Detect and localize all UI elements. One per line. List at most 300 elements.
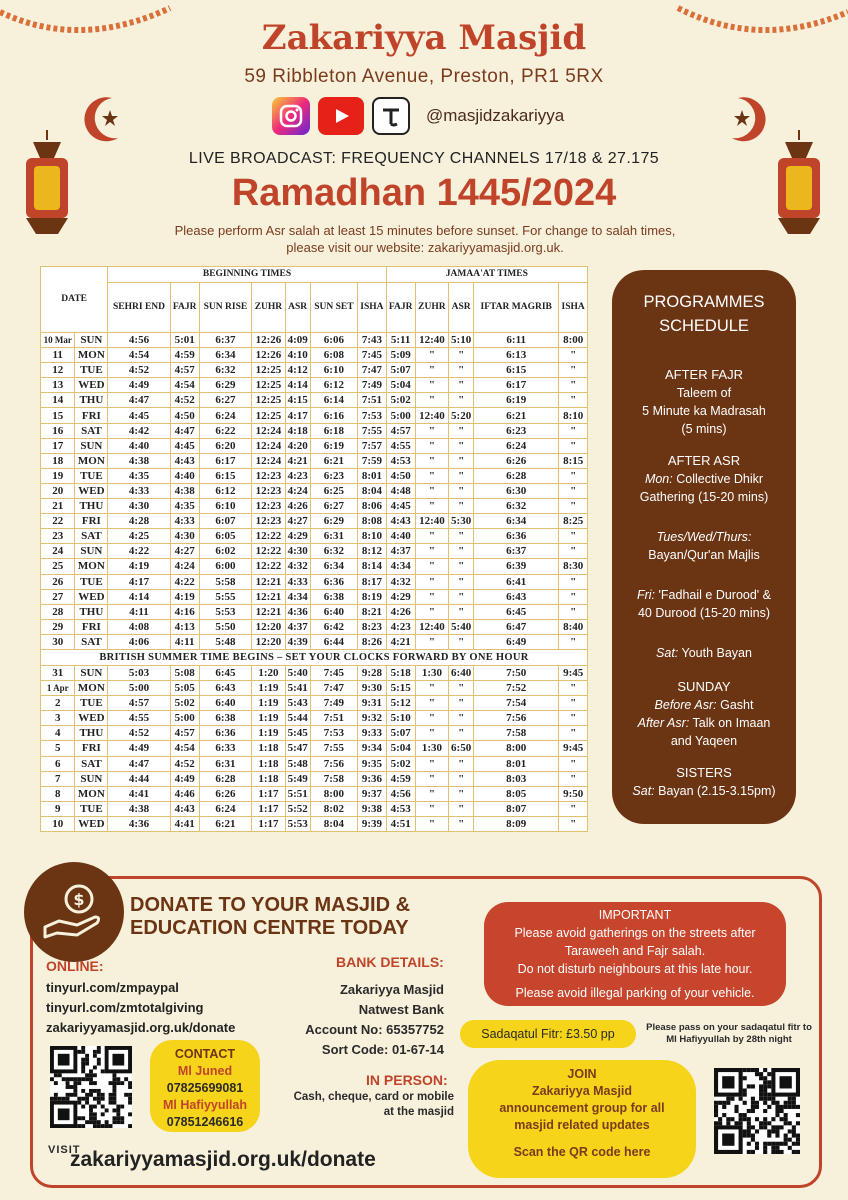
- day-cell: THU: [75, 604, 108, 619]
- date-cell: 28: [41, 604, 75, 619]
- time-cell: 7:51: [358, 393, 387, 408]
- time-cell: 4:33: [108, 483, 170, 498]
- time-cell: 12:21: [252, 604, 286, 619]
- date-cell: 18: [41, 453, 75, 468]
- time-cell: 8:14: [358, 559, 387, 574]
- time-cell: 4:42: [108, 423, 170, 438]
- time-cell: 4:52: [108, 726, 170, 741]
- time-cell: 7:49: [358, 378, 387, 393]
- time-cell: 4:43: [170, 453, 199, 468]
- time-cell: 4:24: [285, 483, 310, 498]
- time-cell: 4:12: [285, 363, 310, 378]
- visit-url[interactable]: zakariyyamasjid.org.uk/donate: [70, 1148, 376, 1171]
- table-row: [41, 756, 588, 771]
- date-cell: 23: [41, 529, 75, 544]
- time-cell: 4:26: [285, 499, 310, 514]
- date-cell: 3: [41, 711, 75, 726]
- time-cell: 4:53: [386, 801, 415, 816]
- day-cell: TUE: [75, 574, 108, 589]
- time-cell: 5:03: [108, 665, 170, 680]
- time-cell: 8:03: [474, 771, 559, 786]
- column-header: SUN RISE: [199, 283, 251, 333]
- fri-block: Fri: 'Fadhail e Durood' & 40 Durood (15-20 mins): [636, 588, 772, 620]
- time-cell: ": [415, 696, 449, 711]
- time-cell: 4:45: [108, 408, 170, 423]
- totalgiving-link[interactable]: tinyurl.com/zmtotalgiving: [46, 1000, 204, 1015]
- time-cell: 8:04: [310, 816, 358, 831]
- time-cell: 6:28: [199, 771, 251, 786]
- time-cell: 5:04: [386, 378, 415, 393]
- date-cell: 26: [41, 574, 75, 589]
- time-cell: ": [559, 378, 588, 393]
- time-cell: ": [559, 574, 588, 589]
- day-cell: MON: [75, 786, 108, 801]
- time-cell: 5:15: [386, 681, 415, 696]
- time-cell: 12:22: [252, 544, 286, 559]
- time-cell: 4:56: [108, 333, 170, 348]
- time-cell: 4:40: [386, 529, 415, 544]
- inperson-label: IN PERSON:: [366, 1072, 448, 1088]
- time-cell: ": [415, 589, 449, 604]
- date-cell: 13: [41, 378, 75, 393]
- time-cell: 8:26: [358, 634, 387, 649]
- time-cell: ": [559, 771, 588, 786]
- time-cell: 4:21: [285, 453, 310, 468]
- time-cell: 1:17: [252, 801, 286, 816]
- time-cell: 12:22: [252, 529, 286, 544]
- table-row: [41, 559, 588, 574]
- day-cell: SAT: [75, 634, 108, 649]
- time-cell: 4:47: [108, 756, 170, 771]
- date-header: DATE: [41, 267, 108, 333]
- time-cell: 4:59: [386, 771, 415, 786]
- time-cell: ": [415, 499, 449, 514]
- time-cell: 4:39: [285, 634, 310, 649]
- social-handle[interactable]: @masjidzakariyya: [426, 106, 565, 125]
- time-cell: ": [559, 438, 588, 453]
- day-cell: SUN: [75, 438, 108, 453]
- time-cell: 5:12: [386, 696, 415, 711]
- contact-phone-2[interactable]: 07851246616: [166, 1115, 244, 1129]
- contact-box: CONTACT Ml Juned 07825699081 Ml Hafiyyullah 07851246616: [150, 1040, 260, 1132]
- time-cell: 9:45: [559, 665, 588, 680]
- time-cell: 12:40: [415, 408, 449, 423]
- time-cell: ": [415, 348, 449, 363]
- donate-hand-icon: [24, 862, 124, 962]
- time-cell: 5:41: [285, 681, 310, 696]
- date-cell: 24: [41, 544, 75, 559]
- after-fajr-block: AFTER FAJR Taleem of 5 Minute ka Madrasah (5 mins): [642, 367, 766, 436]
- time-cell: 8:09: [474, 816, 559, 831]
- time-cell: 4:35: [170, 499, 199, 514]
- time-cell: 6:43: [199, 681, 251, 696]
- time-cell: 4:22: [170, 574, 199, 589]
- jamaat-times-header: JAMAA'AT TIMES: [386, 267, 587, 283]
- time-cell: 4:30: [285, 544, 310, 559]
- time-cell: 1:30: [415, 665, 449, 680]
- qr-code-icon[interactable]: [714, 1068, 800, 1154]
- time-cell: 6:29: [199, 378, 251, 393]
- date-cell: 1 Apr: [41, 681, 75, 696]
- time-cell: 6:11: [474, 333, 559, 348]
- time-cell: 6:25: [310, 483, 358, 498]
- date-cell: 12: [41, 363, 75, 378]
- time-cell: 5:05: [170, 681, 199, 696]
- time-cell: ": [559, 499, 588, 514]
- time-cell: 8:25: [559, 514, 588, 529]
- time-cell: 4:47: [170, 423, 199, 438]
- time-cell: 12:23: [252, 468, 286, 483]
- time-cell: ": [415, 453, 449, 468]
- time-cell: 4:55: [108, 711, 170, 726]
- table-row: [41, 604, 588, 619]
- time-cell: 6:30: [474, 483, 559, 498]
- time-cell: ": [559, 756, 588, 771]
- time-cell: 4:48: [386, 483, 415, 498]
- time-cell: 12:26: [252, 348, 286, 363]
- time-cell: 9:31: [358, 696, 387, 711]
- time-cell: 5:51: [285, 786, 310, 801]
- column-header: ZUHR: [415, 283, 449, 333]
- time-cell: ": [449, 634, 474, 649]
- date-cell: 16: [41, 423, 75, 438]
- date-cell: 9: [41, 801, 75, 816]
- bank-details: Zakariyya Masjid Natwest Bank Account No: 65357752 Sort Code: 01-67-14: [305, 982, 444, 1057]
- day-cell: TUE: [75, 801, 108, 816]
- time-cell: 8:02: [310, 801, 358, 816]
- date-cell: 10: [41, 816, 75, 831]
- time-cell: 8:08: [358, 514, 387, 529]
- table-row: [41, 726, 588, 741]
- time-cell: 5:07: [386, 363, 415, 378]
- time-cell: 6:12: [310, 378, 358, 393]
- time-cell: ": [449, 711, 474, 726]
- time-cell: 6:29: [310, 514, 358, 529]
- time-cell: 7:45: [310, 665, 358, 680]
- time-cell: 9:45: [559, 741, 588, 756]
- time-cell: 4:54: [108, 348, 170, 363]
- time-cell: ": [559, 363, 588, 378]
- time-cell: ": [449, 363, 474, 378]
- table-row: [41, 681, 588, 696]
- date-cell: 4: [41, 726, 75, 741]
- time-cell: 4:19: [170, 589, 199, 604]
- moon-star-icon: [722, 92, 772, 146]
- time-cell: 7:53: [358, 408, 387, 423]
- time-cell: 5:30: [449, 514, 474, 529]
- time-cell: 6:10: [310, 363, 358, 378]
- time-cell: 6:26: [474, 453, 559, 468]
- time-cell: 4:16: [170, 604, 199, 619]
- qr-code-icon[interactable]: [50, 1046, 132, 1128]
- time-cell: ": [559, 393, 588, 408]
- table-row: [41, 348, 588, 363]
- day-cell: TUE: [75, 468, 108, 483]
- date-cell: 8: [41, 786, 75, 801]
- time-cell: 4:32: [285, 559, 310, 574]
- date-cell: 21: [41, 499, 75, 514]
- time-cell: 6:24: [199, 408, 251, 423]
- time-cell: ": [449, 348, 474, 363]
- day-cell: WED: [75, 816, 108, 831]
- time-cell: 6:45: [474, 604, 559, 619]
- time-cell: 9:50: [559, 786, 588, 801]
- time-cell: 8:06: [358, 499, 387, 514]
- time-cell: ": [559, 529, 588, 544]
- time-cell: 4:28: [108, 514, 170, 529]
- time-cell: 8:10: [358, 529, 387, 544]
- sat-block: Sat: Youth Bayan: [656, 646, 752, 660]
- time-cell: 8:01: [474, 756, 559, 771]
- time-cell: 4:40: [108, 438, 170, 453]
- table-row: [41, 514, 588, 529]
- day-cell: THU: [75, 393, 108, 408]
- time-cell: ": [559, 681, 588, 696]
- time-cell: 6:08: [310, 348, 358, 363]
- live-broadcast: LIVE BROADCAST: FREQUENCY CHANNELS 17/18 & 27.175: [188, 150, 660, 167]
- time-cell: 6:34: [310, 559, 358, 574]
- time-cell: 6:12: [199, 483, 251, 498]
- time-cell: 4:44: [108, 771, 170, 786]
- time-cell: 6:24: [474, 438, 559, 453]
- day-cell: THU: [75, 726, 108, 741]
- instagram-icon[interactable]: [272, 97, 310, 135]
- column-header: ASR: [285, 283, 310, 333]
- time-cell: 6:13: [474, 348, 559, 363]
- time-cell: 8:07: [474, 801, 559, 816]
- table-row: [41, 499, 588, 514]
- time-cell: ": [449, 771, 474, 786]
- time-cell: ": [449, 756, 474, 771]
- time-cell: 5:09: [386, 348, 415, 363]
- time-cell: ": [449, 816, 474, 831]
- time-cell: 9:39: [358, 816, 387, 831]
- time-cell: ": [415, 378, 449, 393]
- join-group-box: JOIN Zakariyya Masjid announcement group for all masjid related updates Scan the QR code here: [468, 1060, 696, 1178]
- time-cell: 1:18: [252, 771, 286, 786]
- time-cell: ": [559, 483, 588, 498]
- time-cell: 7:58: [474, 726, 559, 741]
- table-row: [41, 771, 588, 786]
- time-cell: 9:32: [358, 711, 387, 726]
- time-cell: 7:54: [474, 696, 559, 711]
- time-cell: 12:25: [252, 393, 286, 408]
- table-row: [41, 363, 588, 378]
- time-cell: ": [559, 348, 588, 363]
- time-cell: 8:21: [358, 604, 387, 619]
- time-cell: 4:38: [108, 801, 170, 816]
- time-cell: 4:10: [285, 348, 310, 363]
- table-row: [41, 696, 588, 711]
- time-cell: 7:59: [358, 453, 387, 468]
- moon-star-icon: [78, 92, 128, 146]
- beginning-times-header: BEGINNING TIMES: [108, 267, 386, 283]
- column-header: FAJR: [386, 283, 415, 333]
- day-cell: TUE: [75, 363, 108, 378]
- time-cell: 4:53: [386, 453, 415, 468]
- time-cell: 5:00: [170, 711, 199, 726]
- time-cell: 6:20: [199, 438, 251, 453]
- time-cell: 5:07: [386, 726, 415, 741]
- masjid-address: 59 Ribbleton Avenue, Preston, PR1 5RX: [244, 66, 604, 87]
- time-cell: 6:02: [199, 544, 251, 559]
- time-cell: 6:24: [199, 801, 251, 816]
- time-cell: 6:28: [474, 468, 559, 483]
- day-cell: THU: [75, 499, 108, 514]
- time-cell: 4:41: [108, 786, 170, 801]
- time-cell: 4:55: [386, 438, 415, 453]
- table-row: [41, 529, 588, 544]
- time-cell: 8:10: [559, 408, 588, 423]
- time-cell: ": [415, 604, 449, 619]
- masjid-name: Zakariyya Masjid: [261, 18, 587, 58]
- time-cell: 4:19: [108, 559, 170, 574]
- time-cell: 4:52: [170, 393, 199, 408]
- day-cell: SAT: [75, 423, 108, 438]
- time-cell: 6:23: [310, 468, 358, 483]
- time-cell: 6:45: [199, 665, 251, 680]
- time-cell: 4:37: [285, 619, 310, 634]
- time-cell: ": [449, 696, 474, 711]
- column-header: ASR: [449, 283, 474, 333]
- table-row: [41, 589, 588, 604]
- time-cell: 5:40: [449, 619, 474, 634]
- date-cell: 19: [41, 468, 75, 483]
- time-cell: 4:57: [170, 363, 199, 378]
- time-cell: 5:53: [199, 604, 251, 619]
- date-cell: 5: [41, 741, 75, 756]
- time-cell: 7:47: [358, 363, 387, 378]
- time-cell: 6:36: [310, 574, 358, 589]
- day-cell: FRI: [75, 741, 108, 756]
- time-cell: ": [559, 423, 588, 438]
- time-cell: 6:06: [310, 333, 358, 348]
- time-cell: 6:05: [199, 529, 251, 544]
- time-cell: ": [449, 574, 474, 589]
- time-cell: 4:45: [170, 438, 199, 453]
- time-cell: 4:40: [170, 468, 199, 483]
- time-cell: 6:19: [310, 438, 358, 453]
- time-cell: ": [559, 468, 588, 483]
- time-cell: 6:49: [474, 634, 559, 649]
- column-header: FAJR: [170, 283, 199, 333]
- time-cell: ": [415, 363, 449, 378]
- time-cell: 6:39: [474, 559, 559, 574]
- time-cell: 5:08: [170, 665, 199, 680]
- contact-phone-1[interactable]: 07825699081: [166, 1081, 244, 1095]
- date-cell: 11: [41, 348, 75, 363]
- programmes-schedule: [612, 270, 796, 824]
- time-cell: 4:25: [108, 529, 170, 544]
- time-cell: 5:11: [386, 333, 415, 348]
- time-cell: 1:18: [252, 741, 286, 756]
- important-box: IMPORTANT Please avoid gatherings on the streets after Taraweeh and Fajr salah. Do not disturb neighbours at this late hour. Please avoid illegal parking of your vehicle.: [484, 902, 786, 1006]
- time-cell: 4:54: [170, 378, 199, 393]
- time-cell: 4:32: [386, 574, 415, 589]
- time-cell: ": [449, 468, 474, 483]
- twitter-icon[interactable]: [372, 97, 410, 135]
- time-cell: ": [415, 544, 449, 559]
- time-cell: 8:17: [358, 574, 387, 589]
- day-cell: WED: [75, 589, 108, 604]
- time-cell: 5:40: [285, 665, 310, 680]
- time-cell: 5:02: [170, 696, 199, 711]
- time-cell: 4:52: [108, 363, 170, 378]
- time-cell: ": [415, 771, 449, 786]
- time-cell: 4:11: [108, 604, 170, 619]
- time-cell: 4:47: [108, 393, 170, 408]
- salah-timetable: [40, 266, 588, 832]
- time-cell: 8:12: [358, 544, 387, 559]
- time-cell: ": [449, 604, 474, 619]
- time-cell: 4:29: [285, 529, 310, 544]
- time-cell: 4:43: [386, 514, 415, 529]
- time-cell: 7:55: [358, 423, 387, 438]
- time-cell: ": [449, 726, 474, 741]
- bank-label: BANK DETAILS:: [336, 954, 444, 970]
- time-cell: 5:02: [386, 393, 415, 408]
- time-cell: 4:30: [170, 529, 199, 544]
- time-cell: 6:31: [199, 756, 251, 771]
- time-cell: 5:52: [285, 801, 310, 816]
- donate-link[interactable]: zakariyyamasjid.org.uk/donate: [46, 1020, 236, 1035]
- time-cell: ": [415, 634, 449, 649]
- time-cell: 7:51: [310, 711, 358, 726]
- time-cell: 6:10: [199, 499, 251, 514]
- day-cell: FRI: [75, 514, 108, 529]
- time-cell: 6:26: [199, 786, 251, 801]
- donate-title: DONATE TO YOUR MASJID & EDUCATION CENTRE TODAY: [130, 894, 411, 939]
- day-cell: FRI: [75, 408, 108, 423]
- time-cell: 4:14: [285, 378, 310, 393]
- time-cell: 5:47: [285, 741, 310, 756]
- svg-text:$: $: [73, 890, 85, 909]
- time-cell: 5:00: [108, 681, 170, 696]
- date-cell: 14: [41, 393, 75, 408]
- time-cell: 12:40: [415, 619, 449, 634]
- time-cell: ": [415, 483, 449, 498]
- time-cell: ": [415, 801, 449, 816]
- time-cell: 6:38: [310, 589, 358, 604]
- table-row: [41, 741, 588, 756]
- day-cell: SAT: [75, 529, 108, 544]
- time-cell: 6:36: [199, 726, 251, 741]
- time-cell: 6:27: [310, 499, 358, 514]
- date-cell: 2: [41, 696, 75, 711]
- sadaqatul-fitr: Sadaqatul Fitr: £3.50 pp: [460, 1020, 636, 1048]
- time-cell: 5:48: [285, 756, 310, 771]
- time-cell: 4:50: [386, 468, 415, 483]
- time-cell: 4:50: [170, 408, 199, 423]
- sunday-block: SUNDAY Before Asr: Gasht After Asr: Talk on Imaan and Yaqeen: [637, 679, 771, 748]
- time-cell: 5:10: [386, 711, 415, 726]
- time-cell: ": [559, 711, 588, 726]
- time-cell: 6:15: [199, 468, 251, 483]
- time-cell: 5:10: [449, 333, 474, 348]
- youtube-icon[interactable]: [318, 97, 364, 135]
- paypal-link[interactable]: tinyurl.com/zmpaypal: [46, 980, 179, 995]
- time-cell: ": [559, 589, 588, 604]
- time-cell: 6:32: [310, 544, 358, 559]
- time-cell: 4:13: [170, 619, 199, 634]
- time-cell: 4:30: [108, 499, 170, 514]
- time-cell: 5:18: [386, 665, 415, 680]
- social-links: [272, 96, 564, 136]
- table-row: [41, 333, 588, 348]
- time-cell: 7:52: [474, 681, 559, 696]
- time-cell: ": [449, 423, 474, 438]
- time-cell: ": [415, 468, 449, 483]
